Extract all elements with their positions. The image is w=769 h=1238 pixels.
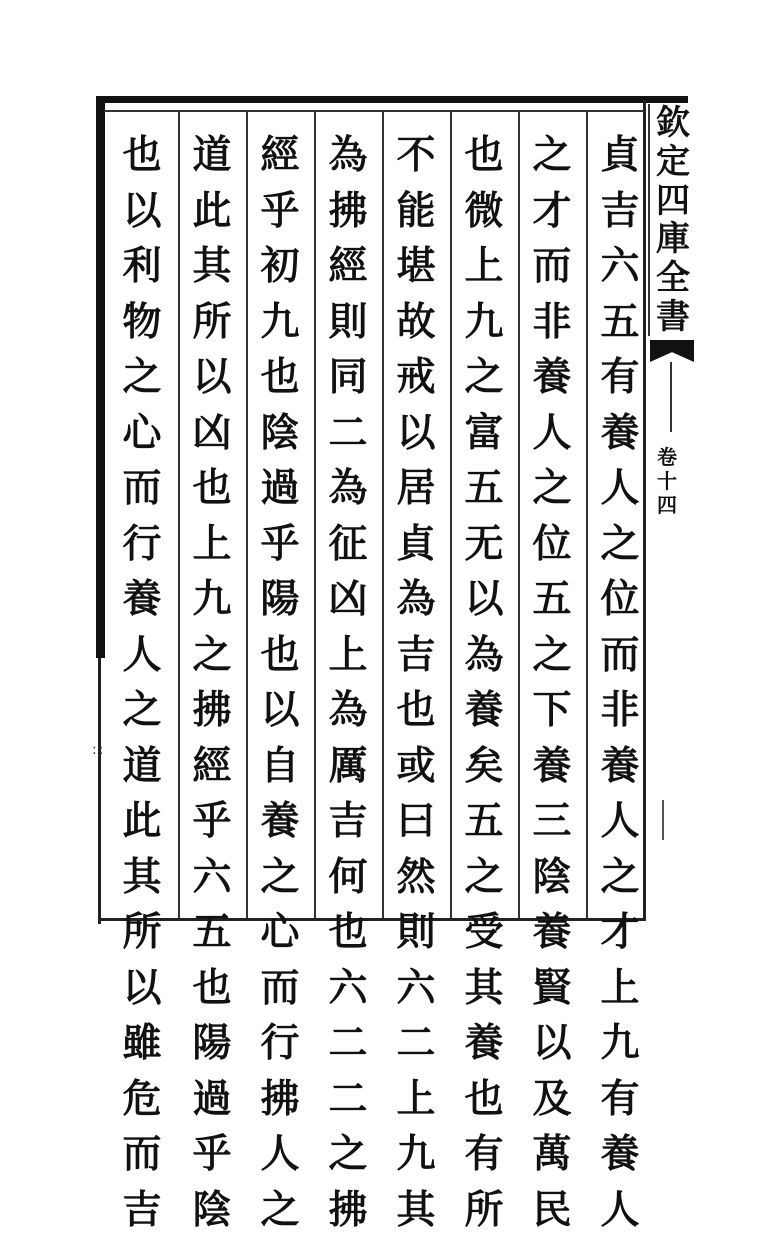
column-character: 矣: [464, 739, 503, 795]
column-character: 之: [260, 1183, 299, 1238]
column-character: 也: [464, 1072, 503, 1128]
inner-top-rule: [104, 110, 644, 112]
column-character: 民: [532, 1183, 571, 1238]
column-character: 也: [464, 128, 503, 184]
book-title-character: 庫: [656, 220, 690, 258]
column-character: 吉: [396, 628, 435, 684]
text-column-4: [386, 128, 446, 1238]
column-character: 之: [260, 850, 299, 906]
column-character: 陰: [260, 406, 299, 462]
column-character: 人: [600, 794, 639, 850]
frame-top-border: [98, 96, 688, 103]
column-character: 心: [260, 905, 299, 961]
column-character: 之: [192, 628, 231, 684]
column-character: 養: [464, 1016, 503, 1072]
column-rule: [314, 112, 316, 918]
column-character: 過: [260, 461, 299, 517]
column-character: 才: [532, 184, 571, 240]
column-character: 拂: [328, 1183, 367, 1238]
column-character: 上: [464, 239, 503, 295]
column-rule: [518, 112, 520, 918]
chapter-character: 四: [657, 493, 677, 517]
column-character: 三: [532, 794, 571, 850]
book-title-character: 全: [656, 259, 690, 297]
column-character: 其: [464, 961, 503, 1017]
column-character: 以: [532, 1016, 571, 1072]
margin-rule: [670, 362, 672, 432]
column-character: 也: [396, 683, 435, 739]
column-character: 陰: [192, 1183, 231, 1238]
column-character: 其: [122, 850, 161, 906]
column-character: 行: [260, 1016, 299, 1072]
column-character: 萬: [532, 1127, 571, 1183]
column-character: 之: [600, 517, 639, 573]
column-character: 能: [396, 184, 435, 240]
column-character: 上: [192, 517, 231, 573]
column-character: 厲: [328, 739, 367, 795]
column-character: 之: [532, 461, 571, 517]
column-character: 九: [600, 1016, 639, 1072]
column-character: 位: [600, 572, 639, 628]
column-character: 及: [532, 1072, 571, 1128]
column-character: 道: [122, 739, 161, 795]
frame-left-border: [96, 96, 105, 658]
text-column-1: [590, 128, 650, 1238]
column-character: 經: [328, 239, 367, 295]
column-character: 五: [600, 295, 639, 351]
column-character: 而: [260, 961, 299, 1017]
column-character: 人: [122, 628, 161, 684]
column-character: 則: [328, 295, 367, 351]
column-character: 何: [328, 850, 367, 906]
column-character: 九: [396, 1127, 435, 1183]
column-character: 乎: [260, 184, 299, 240]
column-character: 也: [122, 128, 161, 184]
column-character: 利: [122, 239, 161, 295]
book-title-character: 書: [656, 298, 690, 336]
column-character: 陽: [260, 572, 299, 628]
column-character: 道: [192, 128, 231, 184]
column-character: 危: [122, 1072, 161, 1128]
column-character: 陽: [192, 1016, 231, 1072]
column-character: 有: [600, 1072, 639, 1128]
column-character: 也: [260, 628, 299, 684]
column-character: 也: [260, 350, 299, 406]
column-character: 所: [464, 1183, 503, 1238]
column-character: 拂: [192, 683, 231, 739]
column-character: 凶: [328, 572, 367, 628]
text-column-8: [112, 128, 172, 1238]
column-character: 堪: [396, 239, 435, 295]
fish-tail-mark: [650, 340, 694, 362]
column-character: 以: [260, 683, 299, 739]
column-character: 乎: [192, 794, 231, 850]
column-character: 人: [600, 461, 639, 517]
chapter-character: 十: [657, 469, 677, 493]
column-character: 二: [328, 406, 367, 462]
column-character: 貞: [600, 128, 639, 184]
column-rule: [382, 112, 384, 918]
column-character: 有: [464, 1127, 503, 1183]
column-character: 吉: [600, 184, 639, 240]
column-rule: [586, 112, 588, 918]
column-character: 九: [260, 295, 299, 351]
column-character: 五: [532, 572, 571, 628]
column-character: 乎: [192, 1127, 231, 1183]
column-character: 賢: [532, 961, 571, 1017]
column-character: 非: [600, 683, 639, 739]
column-character: 養: [532, 905, 571, 961]
chapter-label: [652, 445, 682, 517]
column-character: 此: [122, 794, 161, 850]
column-character: 則: [396, 905, 435, 961]
column-character: 二: [396, 1016, 435, 1072]
text-column-2: [522, 128, 582, 1238]
column-character: 養: [464, 683, 503, 739]
column-character: 為: [396, 572, 435, 628]
column-character: 人: [260, 1127, 299, 1183]
column-character: 六: [328, 961, 367, 1017]
column-character: 之: [600, 850, 639, 906]
column-character: 二: [328, 1072, 367, 1128]
column-character: 之: [464, 850, 503, 906]
frame-left-border-lower: [98, 658, 101, 924]
column-character: 九: [464, 295, 503, 351]
column-character: 以: [464, 572, 503, 628]
column-character: 之: [532, 628, 571, 684]
column-character: 上: [328, 628, 367, 684]
column-character: 受: [464, 905, 503, 961]
column-character: 養: [600, 406, 639, 462]
column-character: 征: [328, 517, 367, 573]
text-column-3: [454, 128, 514, 1238]
column-character: 初: [260, 239, 299, 295]
book-title-character: 欽: [656, 104, 690, 142]
margin-mark: [662, 800, 664, 840]
column-character: 同: [328, 350, 367, 406]
column-character: 為: [328, 461, 367, 517]
column-character: 六: [600, 239, 639, 295]
column-character: 過: [192, 1072, 231, 1128]
book-title-character: 四: [656, 182, 690, 220]
column-character: 人: [600, 1183, 639, 1238]
column-character: 不: [396, 128, 435, 184]
margin-dots: ::: [92, 742, 105, 758]
column-character: 吉: [122, 1183, 161, 1238]
column-character: 戒: [396, 350, 435, 406]
column-character: 凶: [192, 406, 231, 462]
column-character: 富: [464, 406, 503, 462]
column-character: 微: [464, 184, 503, 240]
column-character: 而: [122, 1127, 161, 1183]
column-character: 以: [122, 184, 161, 240]
column-character: 為: [464, 628, 503, 684]
column-character: 故: [396, 295, 435, 351]
column-character: 經: [192, 739, 231, 795]
text-column-6: [250, 128, 310, 1238]
book-title-character: 定: [656, 143, 690, 181]
column-rule: [450, 112, 452, 918]
column-character: 五: [464, 461, 503, 517]
column-character: 養: [600, 739, 639, 795]
column-character: 乎: [260, 517, 299, 573]
column-character: 拂: [260, 1072, 299, 1128]
column-character: 為: [328, 683, 367, 739]
column-character: 其: [396, 1183, 435, 1238]
column-character: 六: [396, 961, 435, 1017]
column-character: 養: [532, 739, 571, 795]
book-title: [648, 104, 696, 336]
column-character: 而: [122, 461, 161, 517]
column-character: 以: [122, 961, 161, 1017]
column-character: 曰: [396, 794, 435, 850]
column-character: 居: [396, 461, 435, 517]
column-character: 雖: [122, 1016, 161, 1072]
text-column-5: [318, 128, 378, 1238]
column-character: 經: [260, 128, 299, 184]
column-character: 二: [328, 1016, 367, 1072]
column-character: 心: [122, 406, 161, 462]
column-character: 此: [192, 184, 231, 240]
column-character: 九: [192, 572, 231, 628]
column-character: 人: [532, 406, 571, 462]
column-character: 之: [122, 350, 161, 406]
column-character: 或: [396, 739, 435, 795]
column-character: 養: [600, 1127, 639, 1183]
column-character: 无: [464, 517, 503, 573]
column-character: 上: [600, 961, 639, 1017]
column-character: 自: [260, 739, 299, 795]
column-character: 然: [396, 850, 435, 906]
column-character: 所: [122, 905, 161, 961]
column-character: 行: [122, 517, 161, 573]
column-character: 所: [192, 295, 231, 351]
column-rule: [246, 112, 248, 918]
column-character: 拂: [328, 184, 367, 240]
column-character: 非: [532, 295, 571, 351]
column-character: 之: [532, 128, 571, 184]
column-character: 上: [396, 1072, 435, 1128]
column-character: 有: [600, 350, 639, 406]
column-character: 位: [532, 517, 571, 573]
column-character: 六: [192, 850, 231, 906]
column-character: 五: [192, 905, 231, 961]
column-character: 其: [192, 239, 231, 295]
column-character: 之: [328, 1127, 367, 1183]
column-character: 之: [464, 350, 503, 406]
text-column-7: [182, 128, 242, 1238]
column-character: 養: [532, 350, 571, 406]
column-character: 而: [532, 239, 571, 295]
column-character: 陰: [532, 850, 571, 906]
column-character: 才: [600, 905, 639, 961]
column-character: 貞: [396, 517, 435, 573]
column-character: 下: [532, 683, 571, 739]
column-rule: [178, 112, 180, 918]
column-character: 物: [122, 295, 161, 351]
column-character: 也: [192, 461, 231, 517]
column-character: 五: [464, 794, 503, 850]
column-character: 也: [192, 961, 231, 1017]
column-character: 也: [328, 905, 367, 961]
column-character: 為: [328, 128, 367, 184]
column-character: 以: [396, 406, 435, 462]
column-character: 養: [122, 572, 161, 628]
column-character: 而: [600, 628, 639, 684]
column-character: 之: [122, 683, 161, 739]
column-character: 吉: [328, 794, 367, 850]
column-character: 以: [192, 350, 231, 406]
chapter-character: 卷: [657, 445, 677, 469]
column-character: 養: [260, 794, 299, 850]
